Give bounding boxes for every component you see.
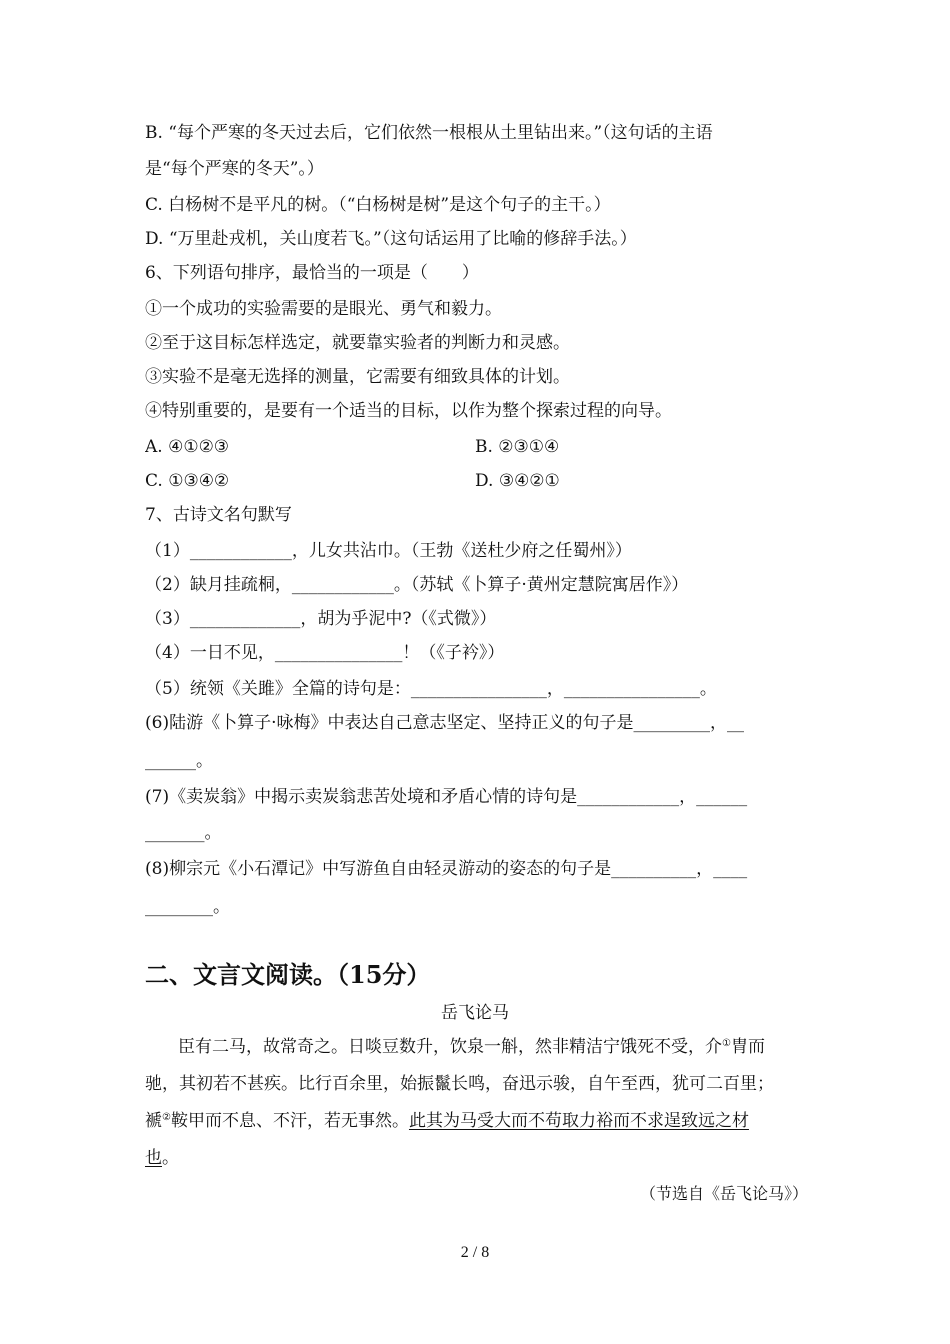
option-d: D. “万里赴戎机，关山度若飞。”（这句话运用了比喻的修辞手法。） [145, 229, 637, 249]
poem-blank-7-line-2: _______。 [145, 823, 222, 843]
question-6: 6、下列语句排序，最恰当的一项是（ ） [145, 263, 479, 283]
underlined-sentence-end: 也 [145, 1148, 162, 1168]
page-number: 2 / 8 [460, 1244, 490, 1261]
passage-line-4 [145, 1146, 810, 1170]
poem-blank-1: （1）____________，儿女共沾巾。（王勃《送杜少府之任蜀州》） [145, 541, 632, 561]
poem-blank-5: （5）统领《关雎》全篇的诗句是：________________，________________。 [145, 679, 717, 699]
passage-title: 岳飞论马 [441, 1003, 509, 1023]
choice-d: D. ③④②① [475, 471, 560, 491]
poem-blank-8-line-1: (8)柳宗元《小石潭记》中写游鱼自由轻灵游动的姿态的句子是__________，____ [145, 859, 748, 879]
poem-blank-6-line-1: (6)陆游《卜算子·咏梅》中表达自己意志坚定、坚持正义的句子是_________，__ [145, 713, 744, 733]
choice-b: B. ②③①④ [475, 437, 560, 457]
option-c: C. 白杨树不是平凡的树。（“白杨树是树”是这个句子的主干。） [145, 195, 611, 215]
poem-blank-4: （4）一日不见，_______________！（《子衿》） [145, 643, 505, 663]
choice-c: C. ①③④② [145, 471, 230, 491]
sentence-2: ②至于这目标怎样选定，就要靠实验者的判断力和灵感。 [145, 333, 570, 353]
poem-blank-3: （3）_____________，胡为乎泥中?（《式微》） [145, 609, 497, 629]
footnote-marker-1: ① [722, 1038, 731, 1049]
option-b-line-1: B. “每个严寒的冬天过去后，它们依然一根根从土里钻出来。”（这句话的主语 [145, 123, 713, 143]
section-heading: 二、文言文阅读。（15分） [145, 960, 431, 989]
underlined-sentence: 此其为马受大而不苟取力裕而不求逞致远之材 [408, 1111, 749, 1131]
poem-blank-7-line-1: (7)《卖炭翁》中揭示卖炭翁悲苦处境和矛盾心情的诗句是____________，______ [145, 787, 748, 807]
footnote-marker-2: ② [162, 1112, 171, 1123]
passage-line-2: 驰，其初若不甚疾。比行百余里，始振鬣长鸣，奋迅示骏，自午至西，犹可二百里； [145, 1074, 774, 1094]
passage-text: 臣有二马，故常奇之。日啖豆数升，饮泉一斛，然非精洁宁饿死不受，介 [178, 1037, 722, 1057]
passage-line-1 [178, 1035, 810, 1059]
sentence-4: ④特别重要的，是要有一个适当的目标，以作为整个探索过程的向导。 [145, 401, 672, 421]
option-b-line-2: 是“每个严寒的冬天”。） [145, 159, 324, 179]
sentence-3: ③实验不是毫无选择的测量，它需要有细致具体的计划。 [145, 367, 570, 387]
poem-blank-6-line-2: ______。 [145, 751, 213, 771]
choice-a: A. ④①②③ [145, 437, 230, 457]
sentence-1: ①一个成功的实验需要的是眼光、勇气和毅力。 [145, 299, 502, 319]
passage-text: 。 [162, 1148, 179, 1168]
poem-blank-2: （2）缺月挂疏桐，____________。（苏轼《卜算子·黄州定慧院寓居作》） [145, 575, 689, 595]
passage-line-3 [145, 1109, 810, 1133]
question-7: 7、古诗文名句默写 [145, 505, 292, 525]
passage-text: 胄而 [730, 1037, 765, 1057]
passage-text: 褫 [145, 1111, 162, 1131]
passage-text: 鞍甲而不息、不汗，若无事然。 [170, 1111, 409, 1131]
poem-blank-8-line-2: ________。 [145, 897, 230, 917]
passage-source: （节选自《岳飞论马》） [639, 1184, 808, 1203]
